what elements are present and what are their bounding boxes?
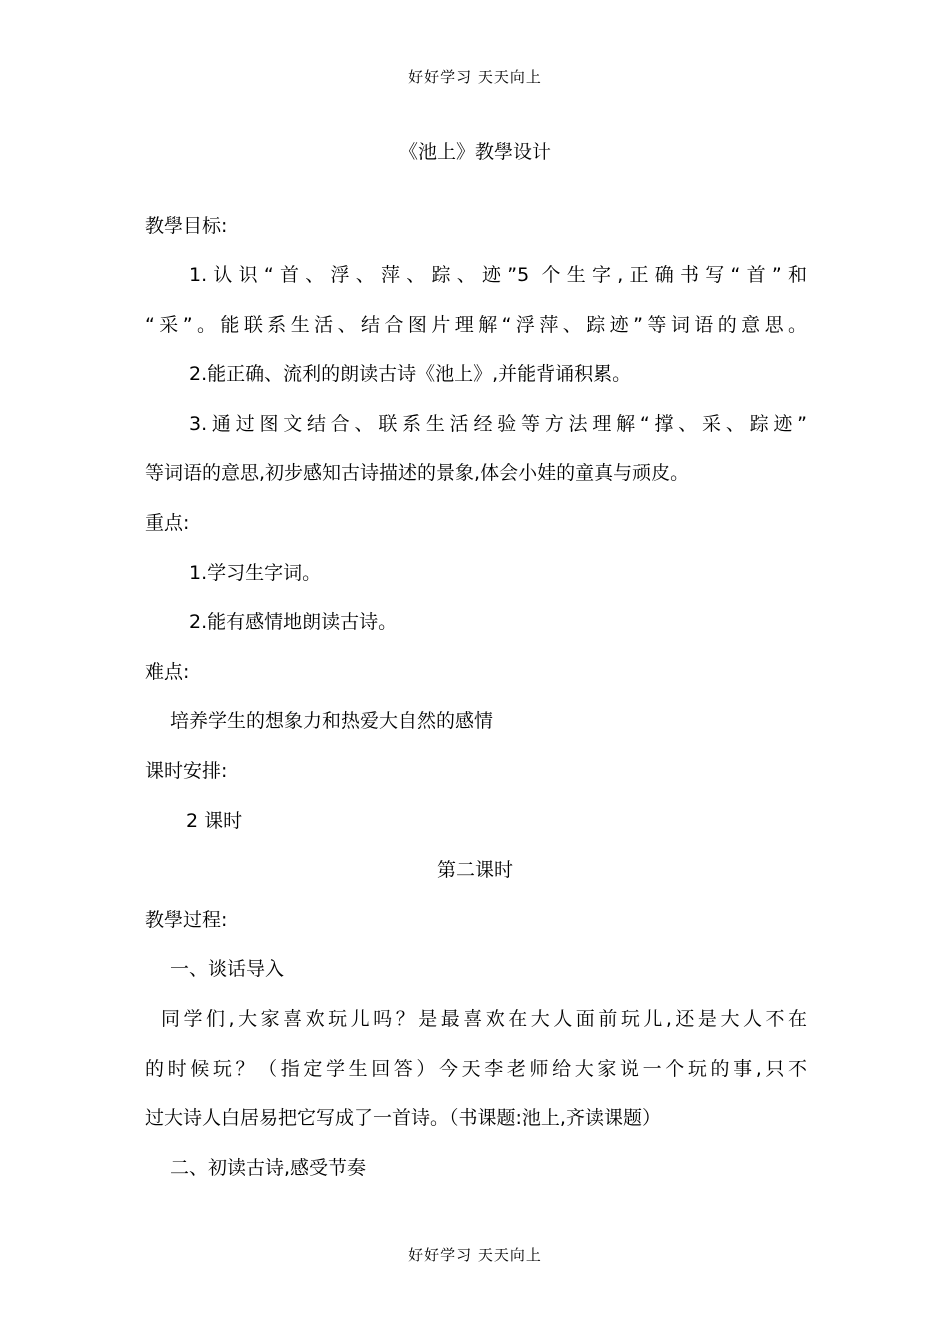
objective-1-line-1: 1.认识“首、浮、萍、踪、迹”5 个生字,正确书写“首”和 [189, 264, 807, 286]
difficulty-item: 培养学生的想象力和热爱大自然的感情 [170, 710, 494, 732]
key-point-2: 2.能有感情地朗读古诗。 [189, 611, 398, 633]
process-heading: 教學过程: [145, 909, 228, 931]
objective-3-line-1: 3.通过图文结合、联系生活经验等方法理解“撑、采、踪迹” [189, 413, 807, 435]
objective-3-line-2: 等词语的意思,初步感知古诗描述的景象,体会小娃的童真与顽皮。 [145, 462, 690, 484]
page-header: 好好学习 天天向上 [408, 68, 542, 86]
objective-2: 2.能正确、流利的朗读古诗《池上》,并能背诵积累。 [189, 363, 632, 385]
document-title: 《池上》教學设计 [398, 141, 551, 163]
step-1-heading: 一、谈话导入 [170, 958, 285, 980]
step-1-line-1: 同学们,大家喜欢玩儿吗？是最喜欢在大人面前玩儿,还是大人不在 [161, 1008, 807, 1030]
step-2-heading: 二、初读古诗,感受节奏 [170, 1157, 367, 1179]
lesson-heading: 第二课时 [436, 859, 513, 881]
step-1-line-2: 的时候玩？（指定学生回答）今天李老师给大家说一个玩的事,只不 [145, 1058, 807, 1080]
schedule-value: 2 课时 [186, 810, 243, 832]
page-footer: 好好学习 天天向上 [408, 1246, 542, 1264]
schedule-heading: 课时安排: [145, 760, 228, 782]
difficulty-heading: 难点: [145, 661, 190, 683]
objectives-heading: 教學目标: [145, 215, 228, 237]
step-1-line-3: 过大诗人白居易把它写成了一首诗。（书课题:池上,齐读课题） [145, 1107, 661, 1129]
key-points-heading: 重点: [145, 512, 190, 534]
key-point-1: 1.学习生字词。 [189, 562, 322, 584]
objective-1-line-2: “采”。能联系生活、结合图片理解“浮萍、踪迹”等词语的意思。 [145, 314, 807, 336]
